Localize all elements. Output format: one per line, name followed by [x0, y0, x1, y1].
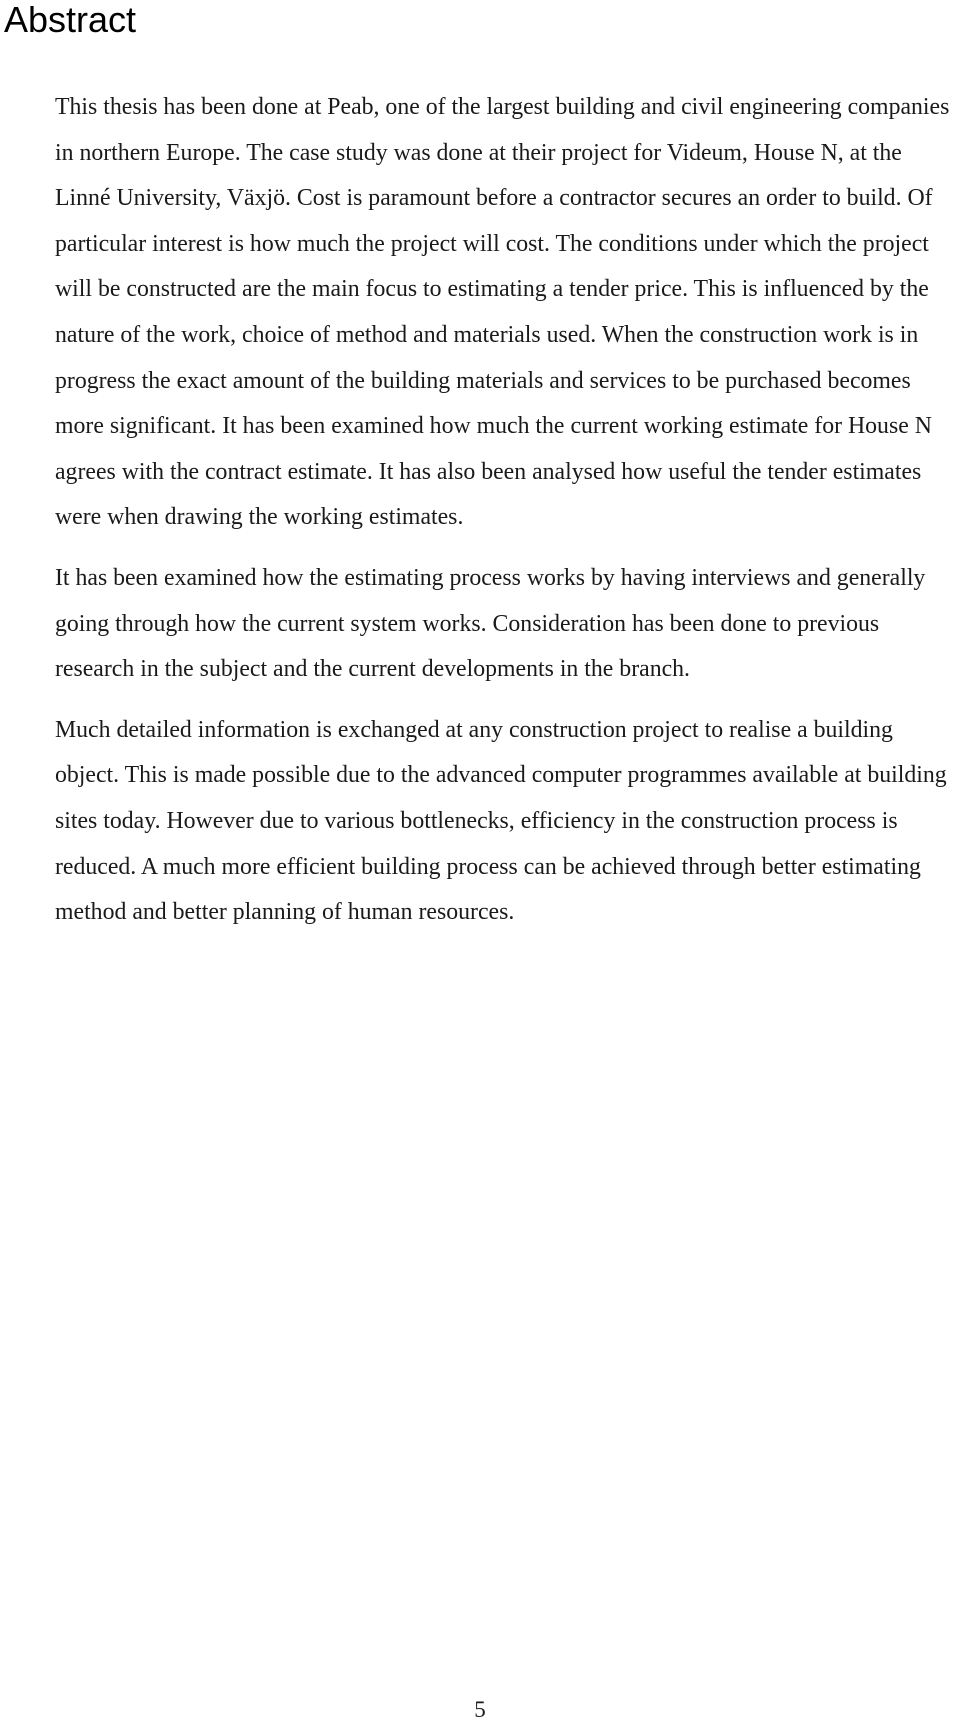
paragraph-1: This thesis has been done at Peab, one of the largest building and civil engineering companies in northern Europe. The case study was done at their project for Videum, House N, at the Linné University, Växjö. Cost is paramount before a contractor secures an order to build. Of particular interest is how much the project will cost. The conditions under which the project will be constructed are the main focus to estimating a tender price. This is influenced by the nature of the work, choice of method and materials used. When the construction work is in progress the exact amount of the building materials and services to be purchased becomes more significant. It has been examined how much the current working estimate for House N agrees with the contract estimate. It has also been analysed how useful the tender estimates were when drawing the working estimates. [55, 94, 950, 531]
abstract-body [55, 85, 953, 951]
paragraph-3: Much detailed information is exchanged at any construction project to realise a building object. This is made possible due to the advanced computer programmes available at building sites today. However due to various bottlenecks, efficiency in the construction process is reduced. A much more efficient building process can be achieved through better estimating method and better planning of human resources. [55, 716, 947, 926]
page-number: 5 [474, 1697, 486, 1722]
paragraph-2: It has been examined how the estimating process works by having interviews and generally going through how the current system works. Consideration has been done to previous research in the subject and the current developments in the branch. [55, 564, 926, 683]
page-title: Abstract [4, 0, 137, 40]
